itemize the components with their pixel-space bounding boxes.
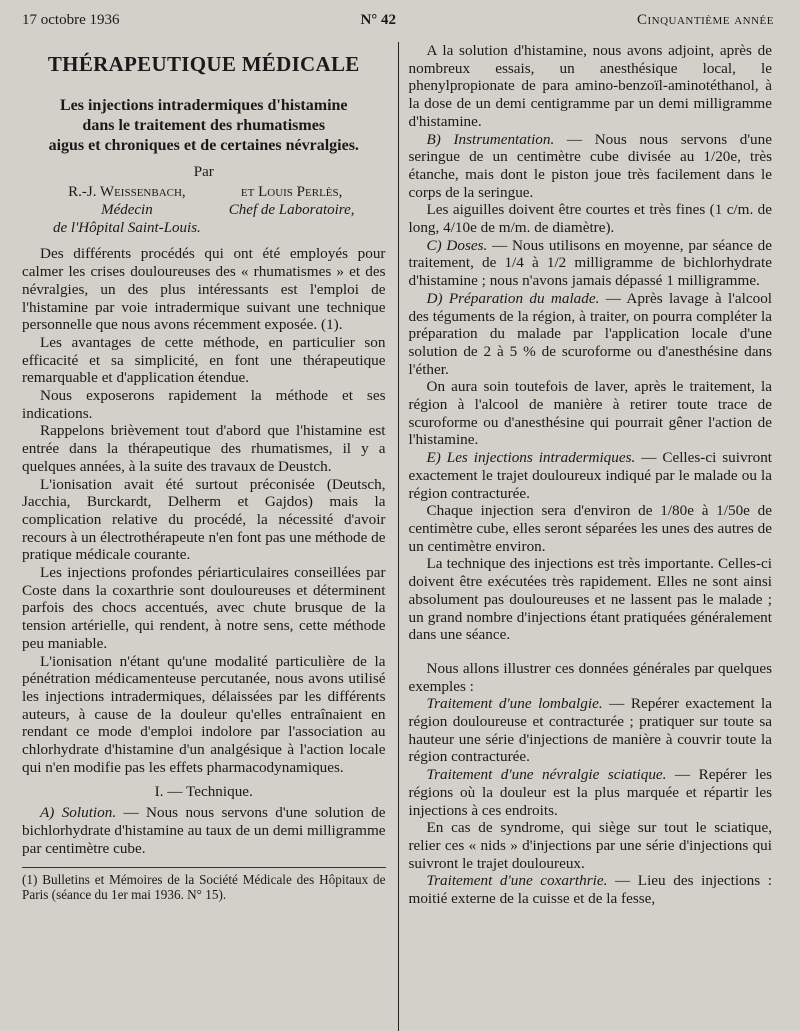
author-2: et Louis Perlès, Chef de Laboratoire, <box>228 184 355 219</box>
paragraph: Traitement d'une coxarthrie. — Lieu des injections : moitié externe de la cuisse et de la fesse, <box>408 872 772 908</box>
paragraph: Traitement d'une névralgie sciatique. — Repérer les régions où la douleur est la plus marquée et répartir les injections à ces endroits. <box>408 766 772 819</box>
paragraph: En cas de syndrome, qui siège sur tout le sciatique, relier ces « nids » d'injections par une série d'injections qui suivront le trajet douloureux. <box>408 819 772 872</box>
page-header <box>22 12 774 34</box>
paragraph: Les aiguilles doivent être courtes et très fines (1 c/m. de long, 4/10e de m/m. de diamètre). <box>408 201 772 237</box>
right-column <box>398 42 773 1031</box>
paragraph: E) Les injections intradermiques. — Celles-ci suivront exactement le trajet douloureux indiqué par le malade ou la région contracturée. <box>408 449 773 502</box>
paragraph: L'ionisation n'étant qu'une modalité particulière de la pénétration médicamenteuse percutanée, nous avons utilisé les injections intradermiques, délaissées par les différents auteurs, à cause de la douleur qu'elles entraînaient en rendant ce mode d'emploi indolore par l'association au chlorhydrate d'histamine d'un analgésique à l'action locale qui n'en modifie pas les effets pharmacodynamiques. <box>22 652 386 776</box>
paragraph: Chaque injection sera d'environ de 1/80e à 1/50e de centimètre cube, elles seront séparées les unes des autres de un centimètre environ. <box>408 502 772 555</box>
paragraph: A) Solution. — Nous nous servons d'une solution de bichlorhydrate d'histamine au taux de un demi milligramme par centimètre cube. <box>22 804 386 857</box>
paragraph: La technique des injections est très importante. Celles-ci doivent être exécutées très rapidement. Elles ne sont ainsi absolument pas douloureuses et ne lassent pas le malade ; un grand nombre d'injections étant pratiquées généralement dans une séance. <box>408 555 772 644</box>
paragraph: D) Préparation du malade. — Après lavage à l'alcool des téguments de la région, à traiter, on pourra compléter la préparation du malade par l'application locale d'une solution de 2 à 5 % de scuroforme ou d'anesthésine dans l'éther. <box>408 289 773 378</box>
article-title: Les injections intradermiques d'histamine dans le traitement des rhumatismes aigus et chroniques et de certaines névralgies. <box>48 96 359 154</box>
left-column <box>22 42 398 1031</box>
paragraph: Nous allons illustrer ces données générales par quelques exemples : <box>408 659 772 695</box>
authors <box>22 183 386 237</box>
section-title: THÉRAPEUTIQUE MÉDICALE <box>47 52 360 76</box>
footnote-divider <box>22 867 386 868</box>
author-1: R.-J. Weissenbach, Médecin de l'Hôpital Saint-Louis. <box>53 184 201 237</box>
issue-date: 17 octobre 1936 <box>22 12 120 28</box>
paragraph: Des différents procédés qui ont été employés pour calmer les crises douloureuses des « rhumatismes » et des névralgies, un des plus intéressants est l'emploi de l'histamine par voie intradermique suivant une technique personnelle que nous avons récemment exposée. (1). <box>22 245 386 334</box>
paragraph: Rappelons brièvement tout d'abord que l'histamine est entrée dans la thérapeutique des rhumatismes, il y a quelques années, à la suite des travaux de Deustch. <box>22 422 386 475</box>
paragraph: On aura soin toutefois de laver, après le traitement, la région à l'alcool de manière à retirer toute trace de scuroforme ou d'anesthésine qui pourrait gêner l'action de l'histamine. <box>408 378 772 449</box>
footnote: (1) Bulletins et Mémoires de la Société Médicale des Hôpitaux de Paris (séance du 1er mai 1936. N° 15). <box>22 872 386 903</box>
paragraph: C) Doses. — Nous utilisons en moyenne, par séance de traitement, de 1/4 à 1/2 milligramme de bichlorhydrate d'histamine ; nous n'avons jamais dépassé 1 milligramme. <box>408 236 773 290</box>
paragraph: Les avantages de cette méthode, en particulier son efficacité et sa simplicité, en font une thérapeutique remarquable et d'application étendue. <box>22 333 386 387</box>
issue-number: N° 42 <box>360 12 397 28</box>
paragraph: L'ionisation avait été surtout préconisée (Deutsch, Jacchia, Burckardt, Delherm et Gajdos) mais la complication relative du procédé, la nécessité d'avoir recours à un électrothérapeute n'en font pas une méthode de pratique médicale courante. <box>22 475 386 564</box>
spacer <box>409 644 773 660</box>
paragraph: A la solution d'histamine, nous avons adjoint, après de nombreux essais, un anesthésique local, le phenylpropionate de para amino-benzoïl-aminotéthanol, à la dose de un demi centigramme par un demi milligramme d'histamine. <box>408 42 772 130</box>
issue-year: Cinquantième année <box>636 12 774 28</box>
paragraph: Les injections profondes périarticulaires conseillées par Coste dans la coxarthrie sont douloureuses et déterminent parfois des chocs accentués, avec chute brusque de la tension artérielle, qui rendent, à notre sens, cette méthode peu maniable. <box>22 564 386 652</box>
byline-par: Par <box>193 163 214 180</box>
paragraph: Nous exposerons rapidement la méthode et ses indications. <box>22 387 386 422</box>
article-columns <box>22 42 772 1031</box>
section-heading: I. — Technique. <box>154 782 253 800</box>
paragraph: B) Instrumentation. — Nous nous servons d'une seringue de un centimètre cube divisée au 1/20e, très étanche, mais dont le piston joue très facilement dans le corps de la seringue. <box>408 130 772 201</box>
paragraph: Traitement d'une lombalgie. — Repérer exactement la région douloureuse et contracturée ; pratiquer sur toute sa hauteur une série d'injections de manière à couvrir toute la région contracturée. <box>408 695 773 766</box>
